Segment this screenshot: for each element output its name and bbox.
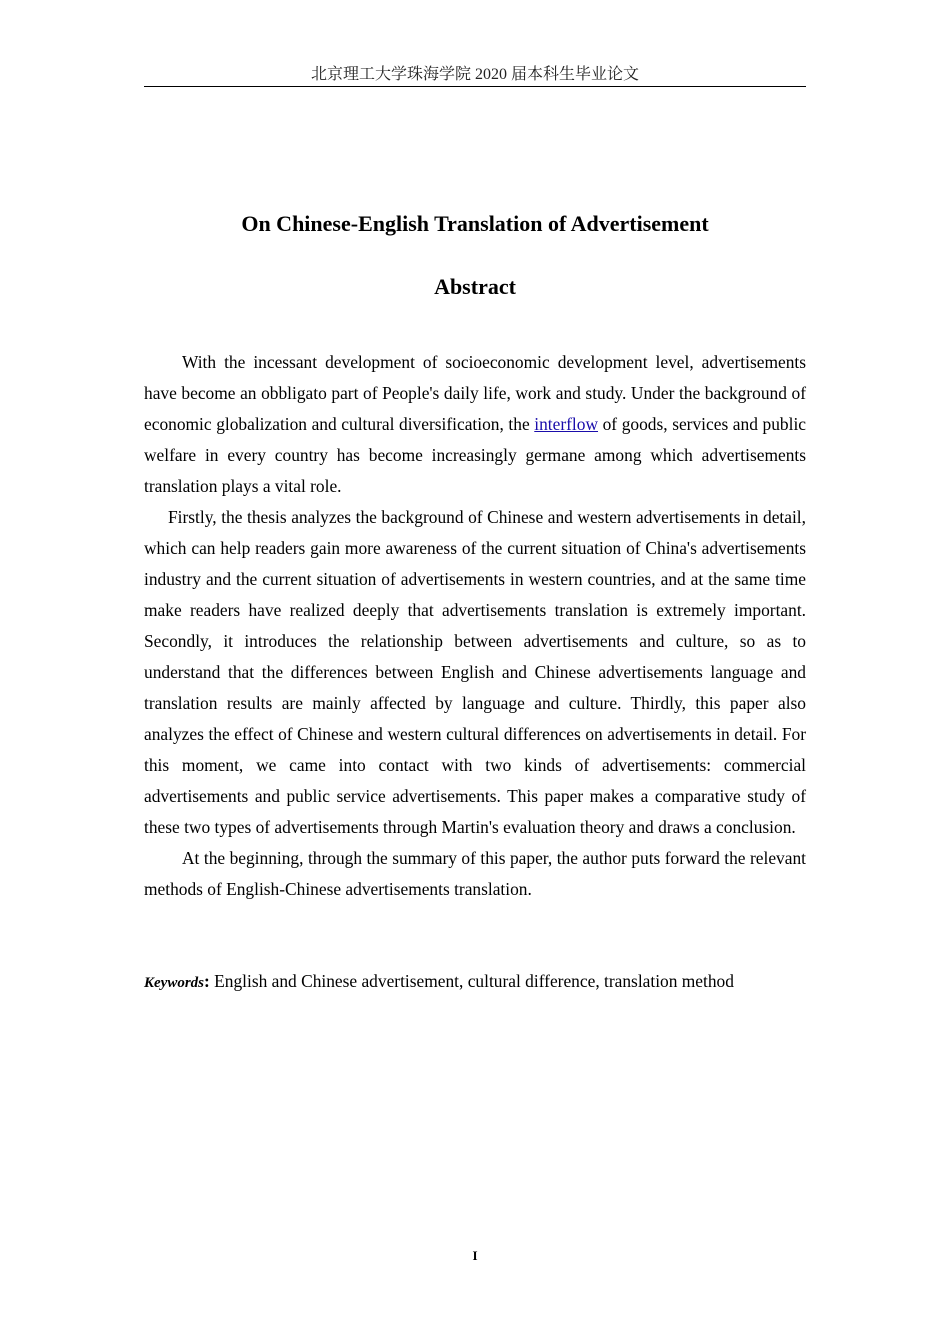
keywords-colon: : [204, 971, 210, 991]
paragraph-text: of goods, services and public welfare in every country has become increasingly germane among which advertisements translation plays a vital role. [144, 414, 806, 496]
abstract-paragraph-3: At the beginning, through the summary of this paper, the author puts forward the relevant methods of English-Chinese advertisements translation. [144, 848, 806, 899]
abstract-paragraph-2: Firstly, the thesis analyzes the background of Chinese and western advertisements in detail, which can help readers gain more awareness of the current situation of China's advertisements industry and the current situation of advertisements in western countries, and at the same time make readers have realized deeply that advertisements translation is extremely important. Secondly, it introduces the relationship between advertisements and culture, so as to understand that the differences between English and Chinese advertisements language and translation results are mainly affected by language and culture. Thirdly, this paper also analyzes the effect of Chinese and western cultural differences on advertisements in detail. For this moment, we came into contact with two kinds of advertisements: commercial advertisements and public service advertisements. This paper makes a comparative study of these two types of advertisements through Martin's evaluation theory and draws a conclusion. [144, 507, 806, 837]
abstract-paragraph-1 [144, 347, 806, 502]
keywords-line [144, 966, 806, 999]
interflow-link[interactable]: interflow [534, 414, 599, 434]
header-text: 北京理工大学珠海学院 2020 届本科生毕业论文 [310, 66, 639, 83]
keywords-label: Keywords [144, 975, 204, 991]
page-header [144, 64, 806, 87]
paragraph-text: With the incessant development of socioeconomic development level, advertisements have become an obbligato part of People's daily life, work and study. Under the background of economic globalization and cultural diversification, the [144, 352, 806, 434]
paper-title: On Chinese-English Translation of Advertisement [241, 211, 709, 236]
keywords-text: English and Chinese advertisement, cultural difference, translation method [209, 971, 734, 991]
page-number: I [472, 1248, 478, 1263]
abstract-heading: Abstract [434, 274, 516, 299]
abstract-body [144, 347, 806, 905]
